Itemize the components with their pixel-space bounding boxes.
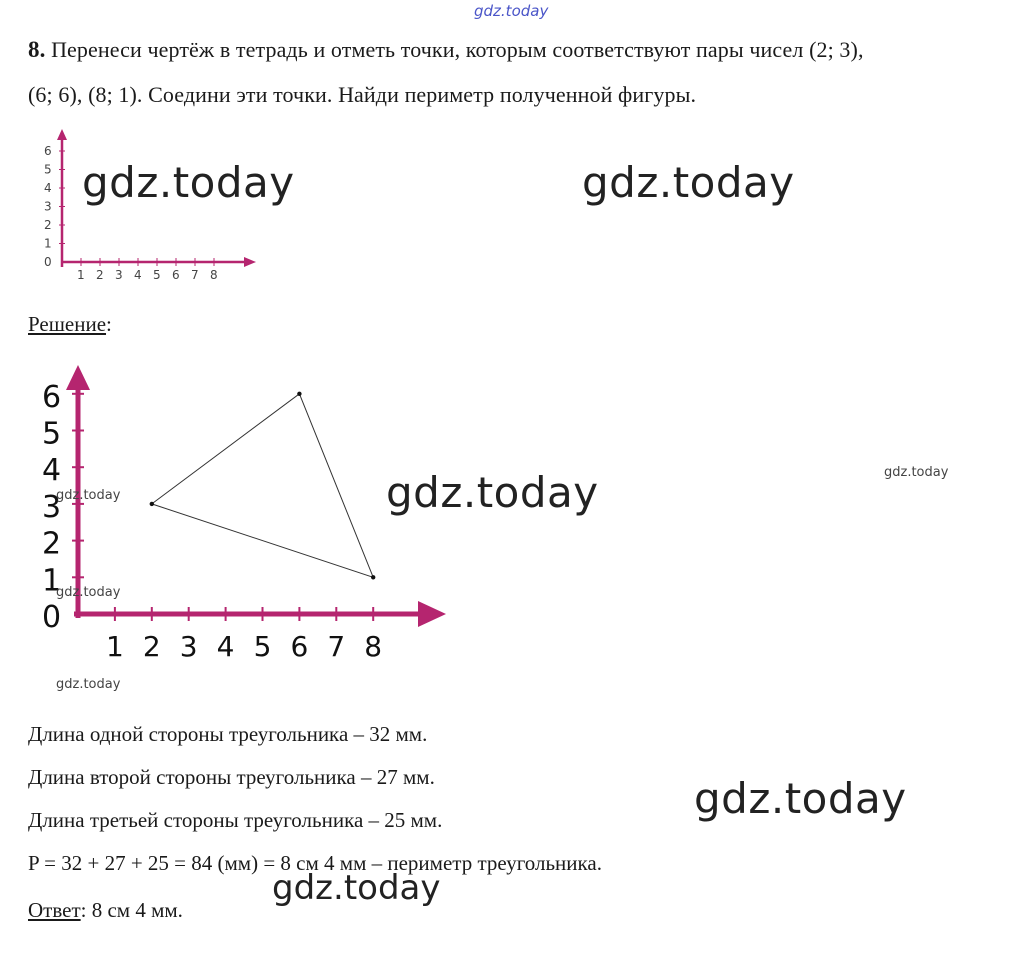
y-tick-label: 2 (42, 526, 62, 562)
small-x-tick-label: 7 (191, 268, 199, 282)
small-x-tick-label: 2 (96, 268, 104, 282)
answer-value: : 8 см 4 мм. (80, 898, 183, 922)
small-y-tick-label: 5 (44, 162, 52, 177)
watermark: gdz.today (82, 158, 295, 207)
watermark: gdz.today (884, 465, 949, 480)
small-x-tick-label: 1 (77, 268, 85, 282)
watermark-top: gdz.today (474, 2, 549, 20)
watermark: gdz.today (272, 868, 441, 908)
small-y-tick-label: 4 (44, 181, 52, 195)
side-length-2: Длина второй стороны треугольника – 27 мм. (28, 765, 435, 789)
small-y-tick-label: 3 (44, 199, 52, 214)
answer-line (28, 898, 183, 923)
small-x-tick-label: 4 (134, 268, 142, 282)
watermark: gdz.today (694, 774, 907, 823)
solution-heading (28, 312, 112, 337)
watermark: gdz.today (56, 488, 121, 503)
y-tick-label: 6 (42, 379, 62, 415)
task-number: 8. (28, 37, 46, 62)
y-tick-label: 4 (42, 453, 62, 489)
data-point (297, 392, 301, 396)
x-tick-label: 4 (216, 630, 235, 663)
solution-label: Решение (28, 312, 107, 336)
y-tick-label: 3 (42, 489, 62, 525)
perimeter-formula: P = 32 + 27 + 25 = 84 (мм) = 8 см 4 мм – периметр треугольника. (28, 851, 602, 875)
x-tick-label: 3 (179, 630, 198, 663)
y-tick-label: 5 (42, 416, 62, 452)
small-y-tick-label: 1 (44, 236, 52, 251)
x-tick-label: 8 (364, 630, 383, 663)
x-tick-label: 1 (105, 630, 124, 663)
small-x-tick-label: 8 (210, 268, 218, 282)
watermark: gdz.today (386, 468, 599, 517)
side-length-3: Длина третьей стороны треугольника – 25 мм. (28, 808, 443, 832)
watermark: gdz.today (56, 585, 121, 600)
small-x-tick-label: 5 (153, 268, 161, 282)
watermark: gdz.today (582, 158, 795, 207)
solution-colon: : (106, 312, 112, 336)
x-tick-label: 5 (253, 630, 272, 663)
task-line-2: (6; 6), (8; 1). Соедини эти точки. Найди периметр полученной фигуры. (28, 82, 697, 107)
watermark: gdz.today (56, 677, 121, 692)
y-tick-label: 1 (42, 563, 62, 599)
y-tick-label: 0 (42, 600, 62, 635)
small-x-arrow (244, 257, 256, 267)
small-y-tick-label: 0 (44, 255, 52, 269)
x-tick-label: 7 (327, 630, 346, 663)
answer-label: Ответ (28, 898, 81, 922)
small-y-tick-label: 2 (44, 218, 52, 232)
task-line-1 (28, 37, 864, 63)
small-y-arrow (57, 129, 67, 140)
y-axis-arrow (66, 365, 90, 390)
small-x-tick-label: 3 (115, 268, 123, 282)
x-tick-label: 2 (142, 630, 161, 663)
task-text-1: Перенеси чертёж в тетрадь и отметь точки, которым соответствуют пары чисел (2; 3), (51, 37, 864, 62)
small-y-tick-label: 6 (44, 144, 52, 158)
triangle-shape (152, 394, 373, 578)
data-point (150, 502, 154, 506)
x-axis-arrow (418, 601, 446, 627)
data-point (371, 575, 375, 579)
side-length-1: Длина одной стороны треугольника – 32 мм. (28, 722, 428, 746)
small-x-tick-label: 6 (172, 268, 180, 282)
x-tick-label: 6 (290, 630, 309, 663)
